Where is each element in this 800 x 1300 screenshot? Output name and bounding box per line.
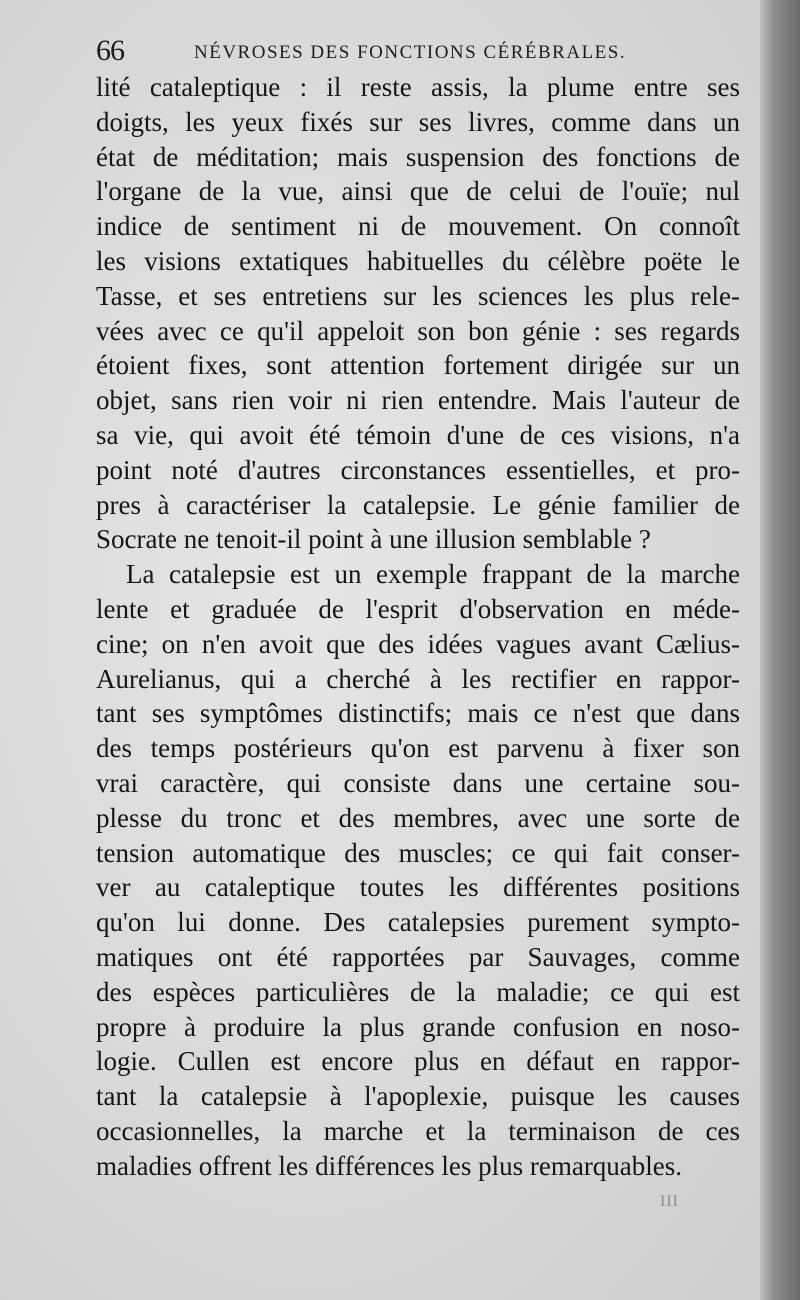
text-line: logie. Cullen est encore plus en défaut en rappor-: [96, 1046, 740, 1077]
text-line: vées avec ce qu'il appeloit son bon génie : ses regards: [96, 315, 740, 346]
running-head: [96, 30, 746, 70]
text-line: doigts, les yeux fixés sur ses livres, comme dans un: [96, 106, 740, 137]
text-line: qu'on lui donne. Des catalepsies purement sympto-: [96, 907, 740, 938]
text-line: matiques ont été rapportées par Sauvages, comme: [96, 941, 740, 972]
text-line: plesse du tronc et des membres, avec une sorte de: [96, 802, 740, 833]
text-line: occasionnelles, la marche et la terminaison de ces: [96, 1115, 740, 1146]
running-title: NÉVROSES DES FONCTIONS CÉRÉBRALES.: [194, 42, 627, 63]
text-line: lité cataleptique : il reste assis, la plume entre ses: [96, 72, 740, 102]
text-line: tant la catalepsie à l'apoplexie, puisque les causes: [96, 1081, 740, 1112]
text-line: propre à produire la plus grande confusion en noso-: [96, 1011, 740, 1042]
signature-mark: III: [660, 1193, 679, 1210]
text-line: point noté d'autres circonstances essentielles, et pro-: [96, 454, 740, 485]
text-line: maladies offrent les différences les plus remarquables.: [96, 1150, 683, 1181]
text-line: objet, sans rien voir ni rien entendre. Mais l'auteur de: [96, 385, 740, 416]
text-line: sa vie, qui avoit été témoin d'une de ces visions, n'a: [96, 419, 740, 450]
text-line: ver au cataleptique toutes les différentes positions: [96, 872, 740, 903]
text-line: état de méditation; mais suspension des fonctions de: [96, 141, 740, 172]
text-line: tension automatique des muscles; ce qui fait conser-: [96, 837, 740, 868]
text-line: Aurelianus, qui a cherché à les rectifier en rappor-: [96, 663, 740, 694]
text-line: lente et graduée de l'esprit d'observation en méde-: [96, 593, 740, 624]
text-line: cine; on n'en avoit que des idées vagues avant Cælius-: [96, 628, 740, 659]
page-gutter-shadow: [760, 0, 800, 1300]
text-line: des espèces particulières de la maladie; ce qui est: [96, 976, 740, 1007]
text-line: les visions extatiques habituelles du célèbre poëte le: [96, 245, 740, 276]
text-line: des temps postérieurs qu'on est parvenu à fixer son: [96, 733, 740, 764]
page-number: 66: [96, 34, 124, 67]
text-line: étoient fixes, sont attention fortement dirigée sur un: [96, 350, 740, 381]
body-text: [96, 70, 740, 1184]
text-line: tant ses symptômes distinctifs; mais ce n'est que dans: [96, 698, 740, 729]
text-line: vrai caractère, qui consiste dans une certaine sou-: [96, 767, 740, 798]
text-line: indice de sentiment ni de mouvement. On connoît: [96, 211, 740, 242]
text-line: Tasse, et ses entretiens sur les sciences les plus rele-: [96, 280, 740, 311]
text-line: Socrate ne tenoit-il point à une illusion semblable ?: [96, 524, 651, 555]
text-line: l'organe de la vue, ainsi que de celui de l'ouïe; nul: [96, 176, 740, 207]
text-line: La catalepsie est un exemple frappant de la marche: [126, 559, 740, 590]
text-line: pres à caractériser la catalepsie. Le génie familier de: [96, 489, 740, 520]
